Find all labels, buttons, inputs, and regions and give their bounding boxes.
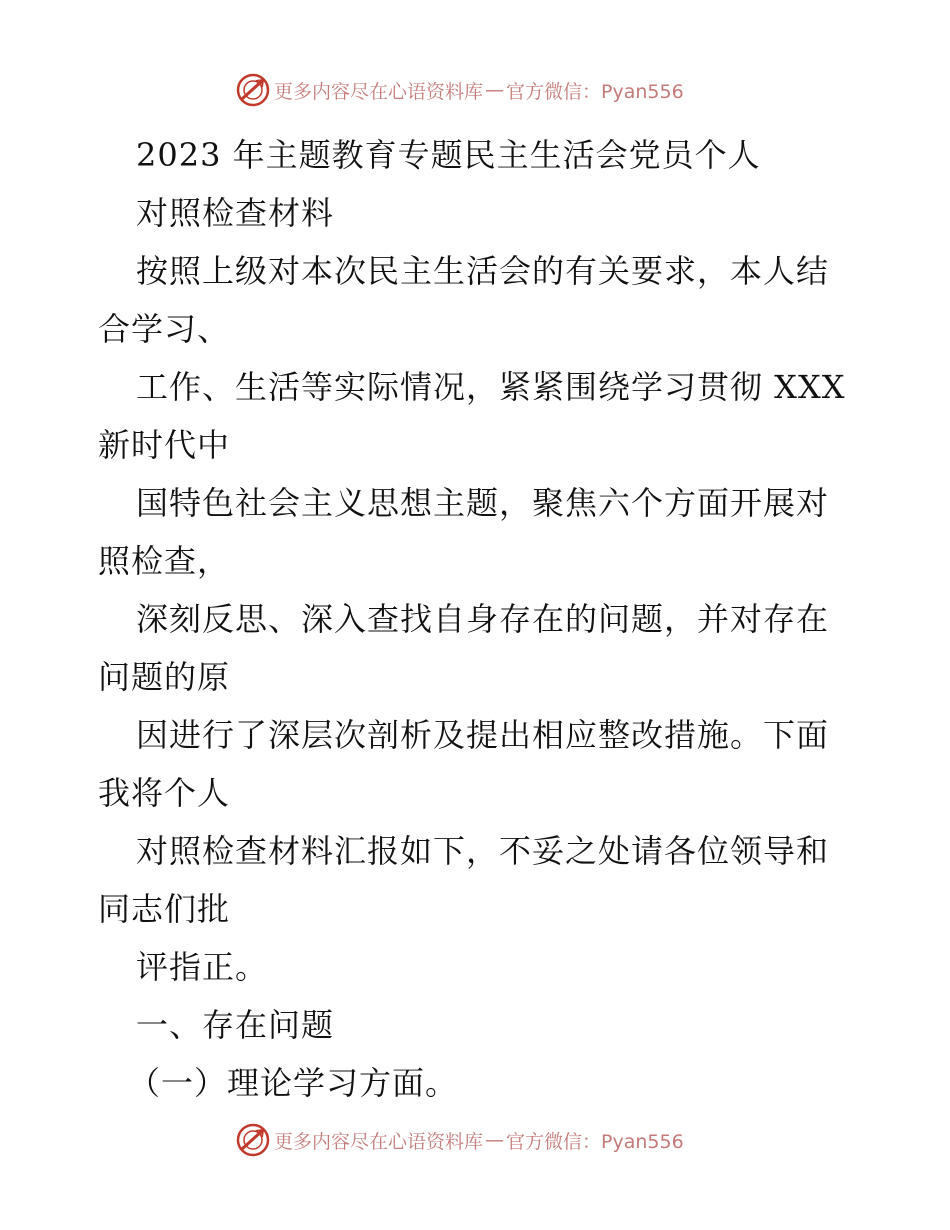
paragraph-line: 对照检查材料汇报如下，不妥之处请各位领导和 xyxy=(136,832,830,870)
document-body xyxy=(98,126,858,1112)
paragraph-line: 因进行了深层次剖析及提出相应整改措施。下面 xyxy=(136,716,830,754)
red-seal-logo-icon xyxy=(236,1123,270,1157)
doc-title-line-1: 2023 年主题教育专题民主生活会党员个人 xyxy=(136,136,761,174)
paragraph-line: 合学习、 xyxy=(98,310,231,348)
section-heading: 一、存在问题 xyxy=(136,1006,335,1044)
paragraph-line: 国特色社会主义思想主题，聚焦六个方面开展对 xyxy=(136,484,830,522)
header-watermark xyxy=(236,72,684,108)
red-seal-logo-icon xyxy=(236,73,270,107)
doc-title-line-2: 对照检查材料 xyxy=(136,194,335,232)
watermark-contact: 官方微信：Pyan556 xyxy=(506,80,684,103)
paragraph-line: 问题的原 xyxy=(98,658,231,696)
subsection-heading: （一）理论学习方面。 xyxy=(128,1064,459,1102)
footer-watermark xyxy=(236,1122,684,1158)
watermark-contact: 官方微信：Pyan556 xyxy=(506,1130,684,1153)
watermark-dash: — xyxy=(485,1129,505,1151)
paragraph-line: 深刻反思、深入查找自身存在的问题，并对存在 xyxy=(136,600,830,638)
paragraph-line: 照检查， xyxy=(98,542,231,580)
paragraph-line: 新时代中 xyxy=(98,426,231,464)
paragraph-line: 工作、生活等实际情况，紧紧围绕学习贯彻 XXX xyxy=(136,368,846,406)
paragraph-line: 同志们批 xyxy=(98,890,231,928)
paragraph-line: 按照上级对本次民主生活会的有关要求，本人结 xyxy=(136,252,830,290)
watermark-text: 更多内容尽在心语资料库 xyxy=(274,1130,484,1153)
watermark-dash: — xyxy=(485,79,505,101)
paragraph-line: 我将个人 xyxy=(98,774,231,812)
paragraph-line: 评指正。 xyxy=(136,948,269,986)
watermark-text: 更多内容尽在心语资料库 xyxy=(274,80,484,103)
